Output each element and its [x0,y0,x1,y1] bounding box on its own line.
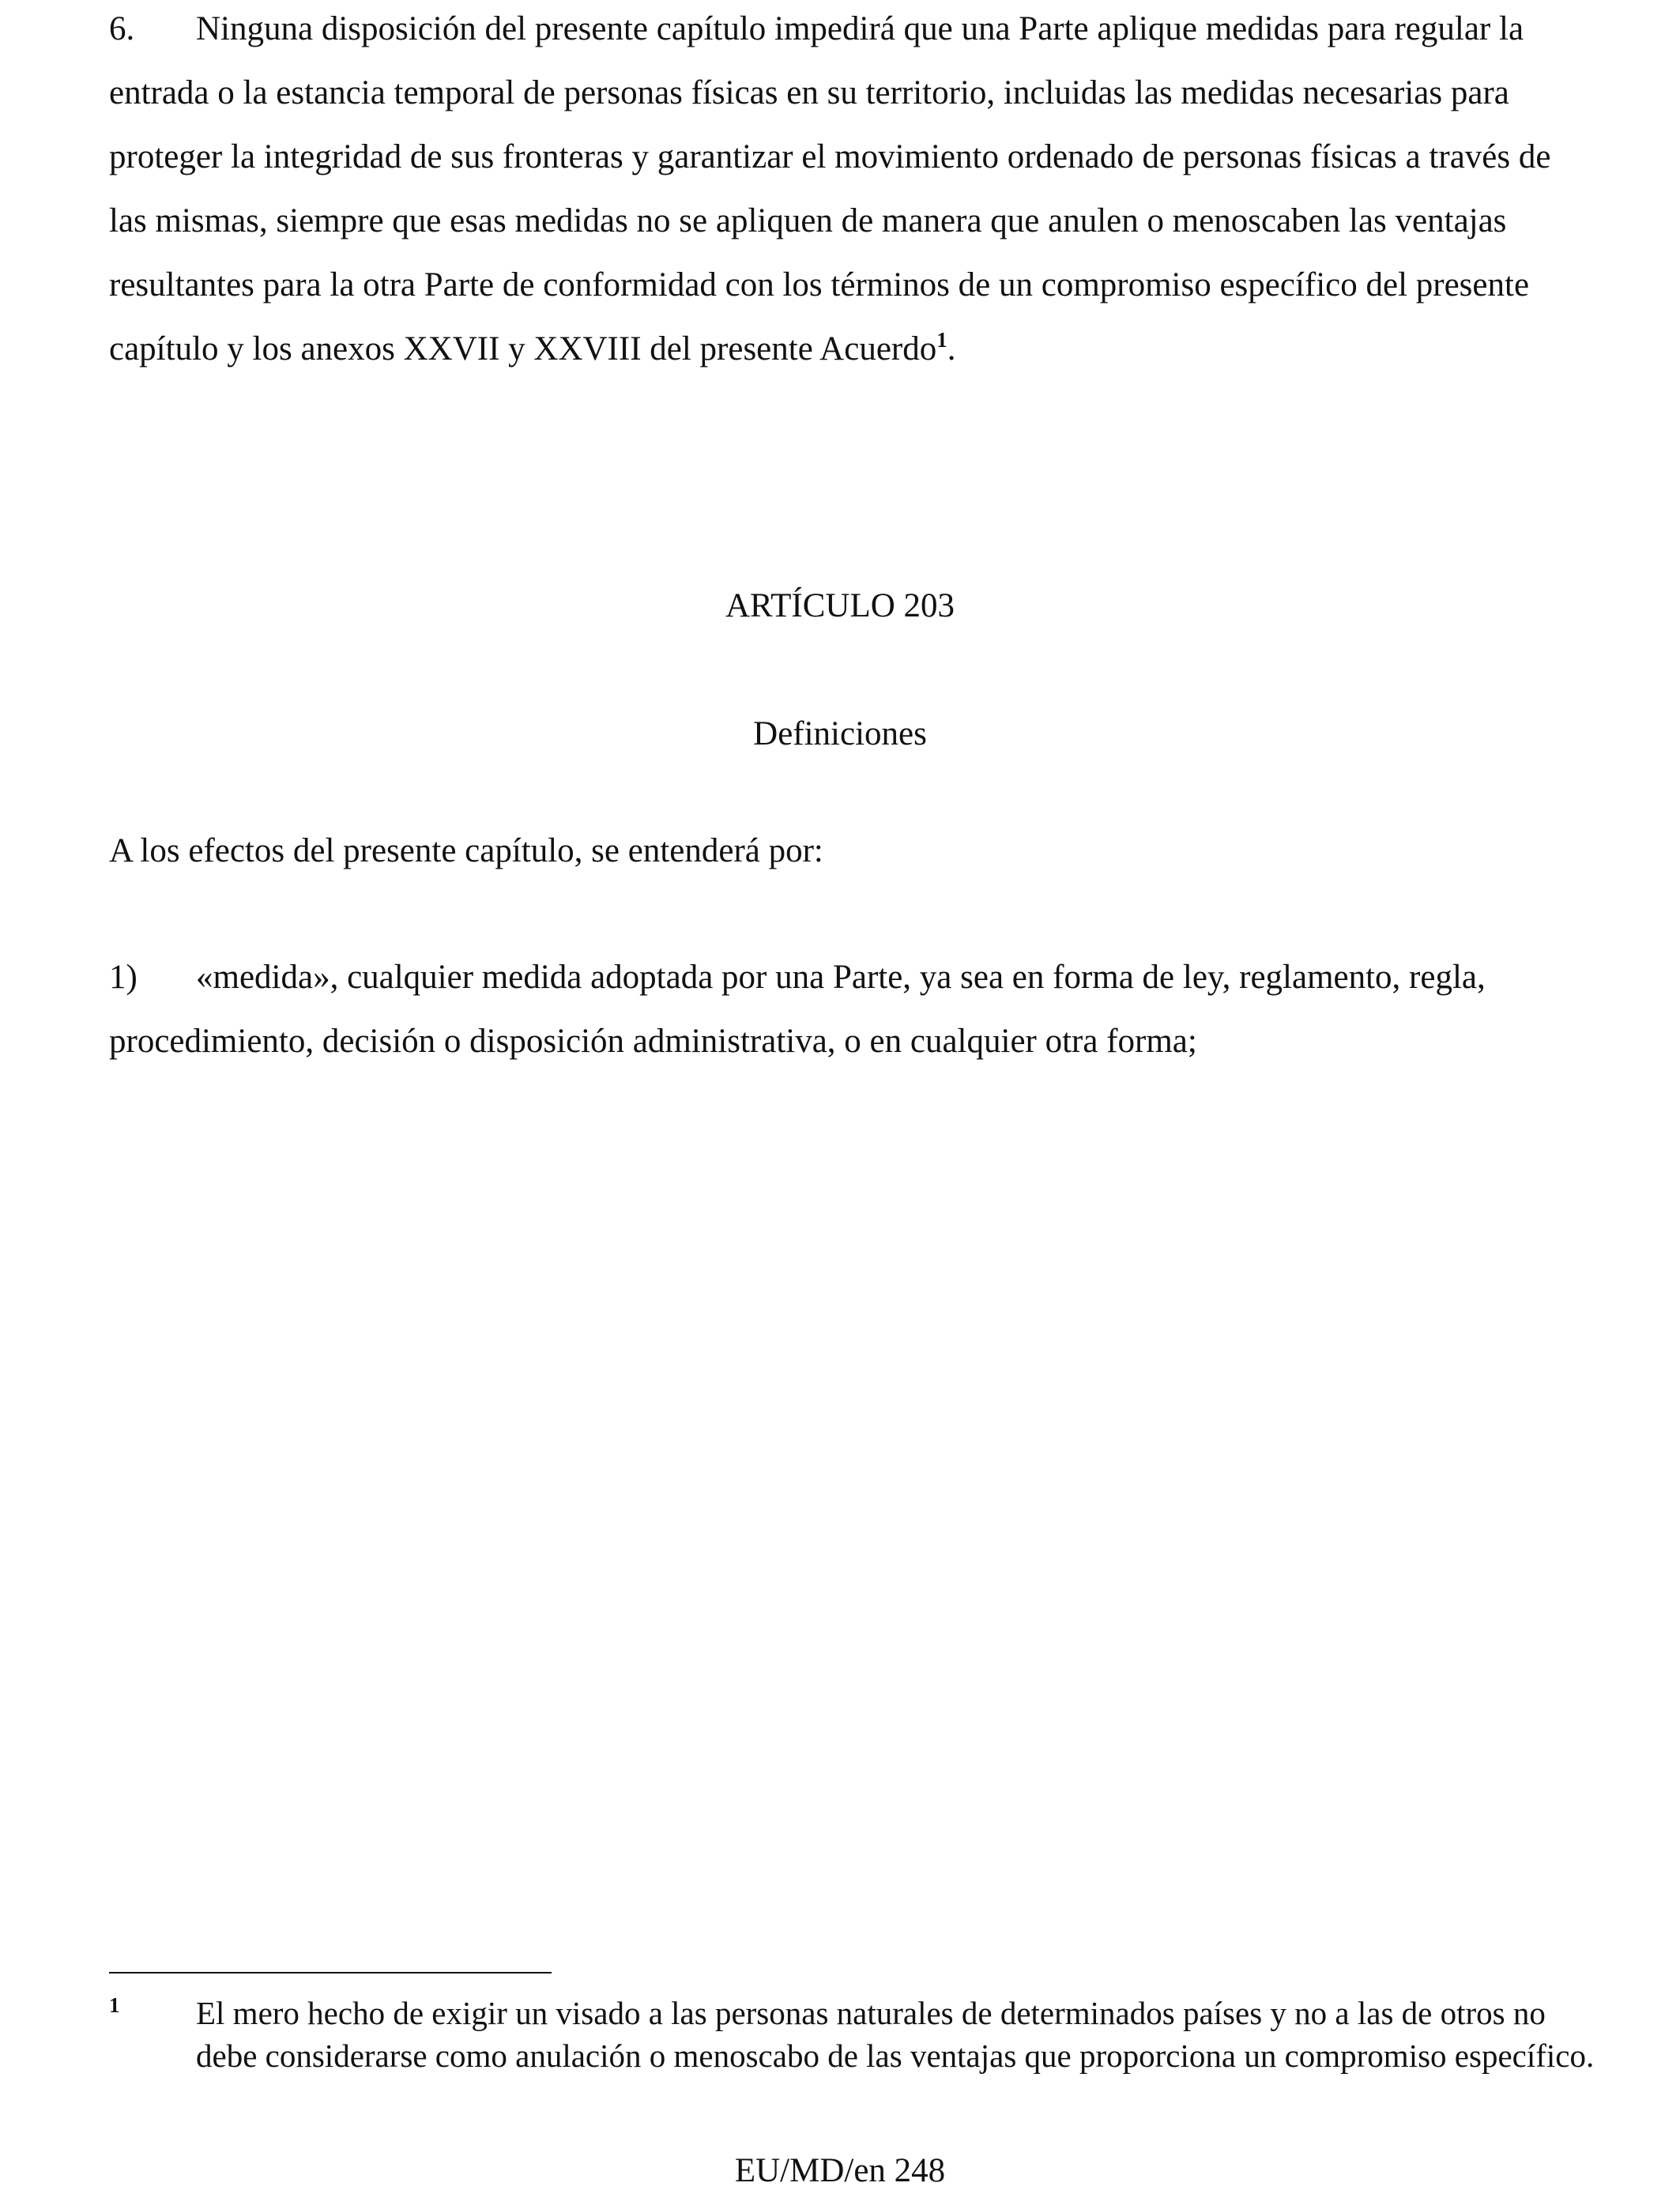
page-footer: EU/MD/en 248 [734,2152,946,2189]
definition-text: «medida», cualquier medida adoptada por una Parte, ya sea en forma de ley, reglamento, regla, procedimiento, decisión o disposición administrativa, o en cualquier otra forma; [109,959,1486,1060]
paragraph-end: . [947,330,956,368]
definition-number: 1) [109,959,137,996]
footnote [109,1992,1595,2077]
footnote-text: El mero hecho de exigir un visado a las personas naturales de determinados países y no a las de otros no debe considerarse como anulación o menoscabo de las ventajas que proporciona un compromiso específico. [196,1995,1595,2074]
intro-paragraph: A los efectos del presente capítulo, se entenderá por: [109,832,823,869]
article-heading: ARTÍCULO 203 [725,587,955,624]
article-title: Definiciones [753,715,927,752]
paragraph-text: Ninguna disposición del presente capítulo impedirá que una Parte aplique medidas para regular la entrada o la estancia temporal de personas físicas en su territorio, incluidas las medidas necesarias para proteger la integridad de sus fronteras y garantizar el movimiento ordenado de personas físicas a través de las mismas, siempre que esas medidas no se apliquen de manera que anulen o menoscaben las ventajas resultantes para la otra Parte de conformidad con los términos de un compromiso específico del presente capítulo y los anexos XXVII y XXVIII del presente Acuerdo [109,10,1551,368]
footnote-mark: 1 [109,1993,120,2017]
footnote-reference[interactable]: 1 [936,328,947,352]
paragraph-6 [109,0,1595,381]
footnote-separator [109,1972,552,1973]
paragraph-number: 6. [109,10,135,47]
definition-1 [109,945,1595,1073]
